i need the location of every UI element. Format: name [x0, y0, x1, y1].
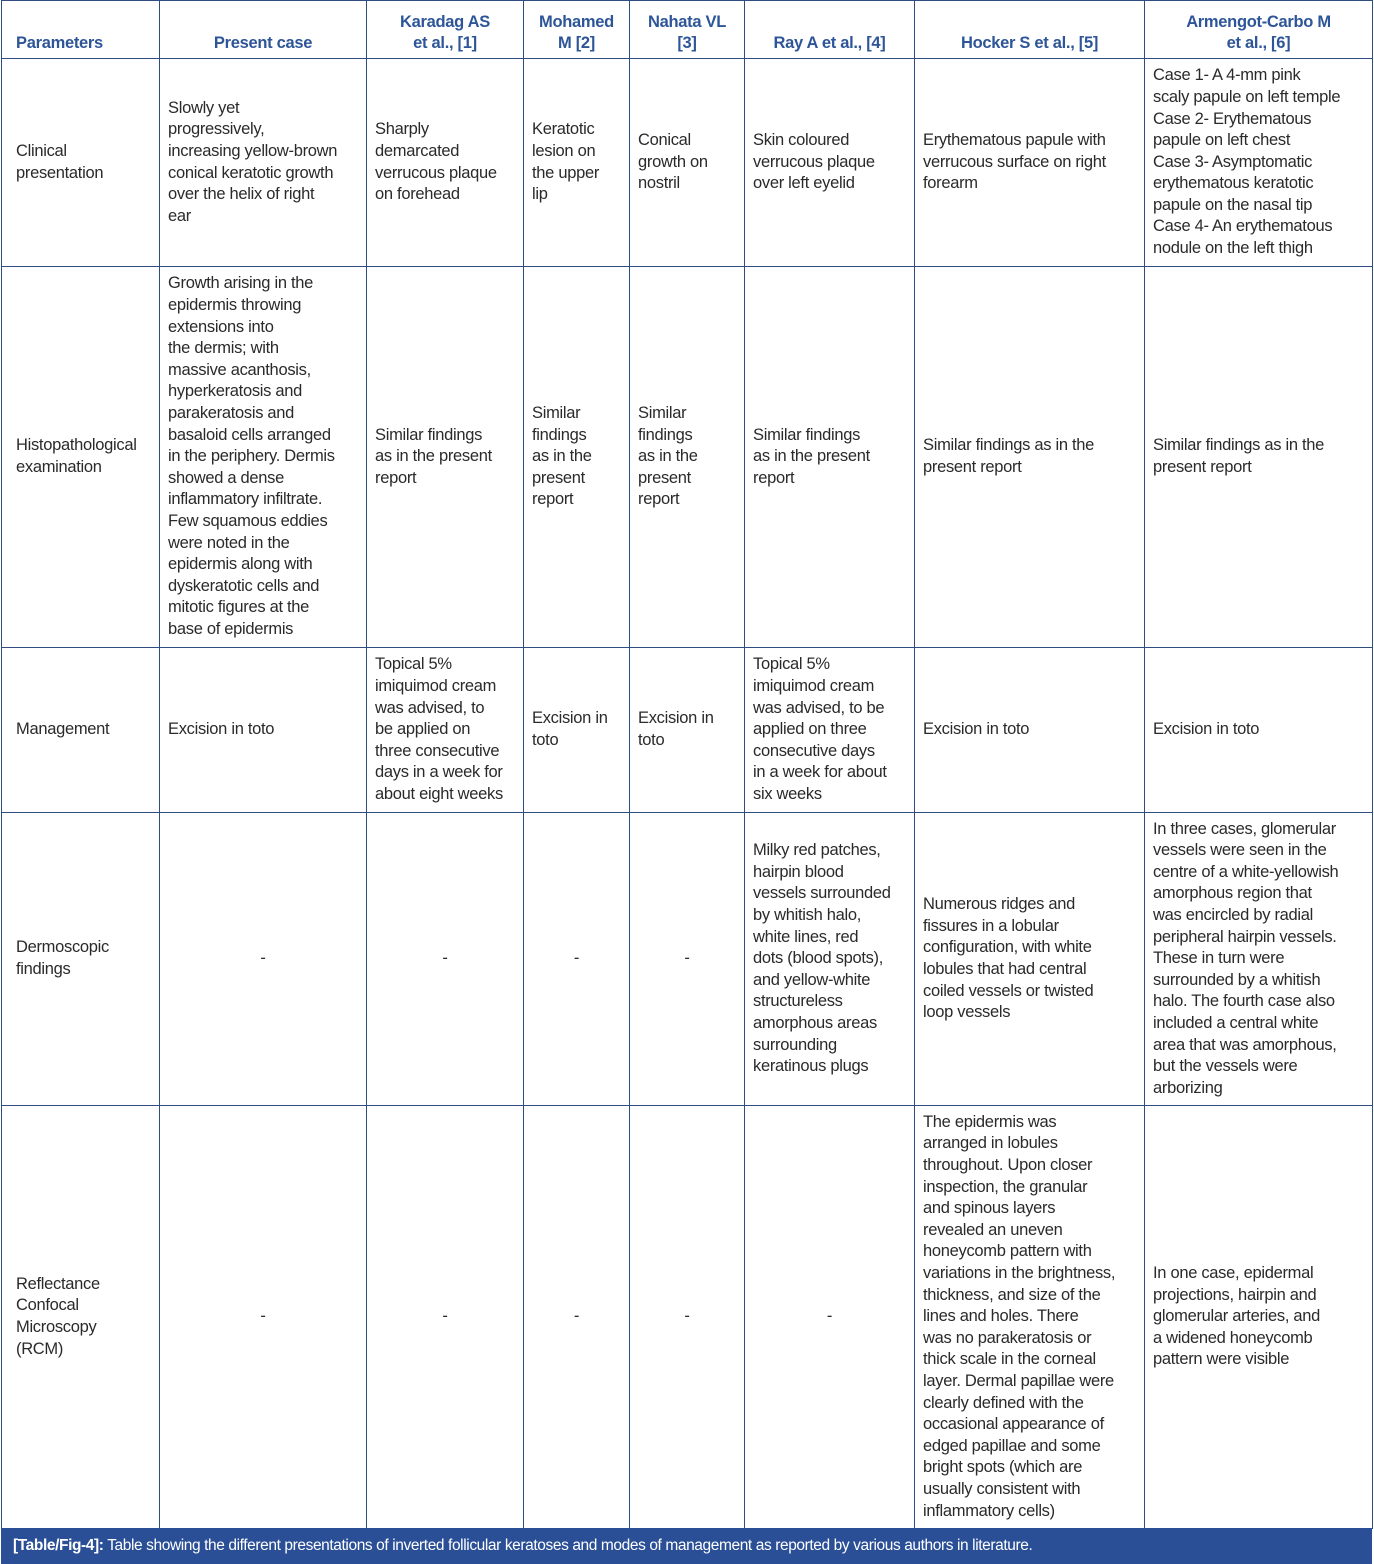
- caption-label: [Table/Fig-4]:: [13, 1537, 104, 1554]
- table-cell: The epidermis was arranged in lobules throughout. Upon closer inspection, the granular and spinous layers revealed an uneven honeycomb pattern with variations in the brightness, thickness, and size of the lines and holes. There was no parakeratosis or thick scale in the corneal layer. Dermal papillae were clearly defined with the occasional appearance of edged papillae and some bright spots (which are usually consistent with inflammatory cells): [915, 1106, 1145, 1529]
- table-cell: Conical growth on nostril: [630, 59, 745, 267]
- table-cell: Excision in toto: [1145, 648, 1373, 813]
- table-cell: Excision in toto: [160, 648, 367, 813]
- column-header: Mohamed M [2]: [524, 1, 630, 59]
- column-header: Hocker S et al., [5]: [915, 1, 1145, 59]
- row-parameter: Clinical presentation: [2, 59, 160, 267]
- table-cell: Excision in toto: [630, 648, 745, 813]
- table-row: [2, 59, 1373, 267]
- row-parameter: Histopathological examination: [2, 267, 160, 648]
- table-cell: Similar findings as in the present report: [630, 267, 745, 648]
- row-parameter: Dermoscopic findings: [2, 813, 160, 1106]
- column-header: Parameters: [2, 1, 160, 59]
- table-cell: Similar findings as in the present report: [915, 267, 1145, 648]
- table-cell: Similar findings as in the present report: [745, 267, 915, 648]
- table-cell: -: [524, 813, 630, 1106]
- caption-text: Table showing the different presentations of inverted follicular keratoses and modes of management as reported by various authors in literature.: [103, 1537, 1033, 1554]
- row-parameter: Management: [2, 648, 160, 813]
- table-cell: -: [745, 1106, 915, 1529]
- table-cell: Milky red patches, hairpin blood vessels surrounded by whitish halo, white lines, red dots (blood spots), and yellow-white structureless amorphous areas surrounding keratinous plugs: [745, 813, 915, 1106]
- table-cell: -: [630, 813, 745, 1106]
- table-cell: Growth arising in the epidermis throwing extensions into the dermis; with massive acanthosis, hyperkeratosis and parakeratosis and basaloid cells arranged in the periphery. Dermis showed a dense inflammatory infiltrate. Few squamous eddies were noted in the epidermis along with dyskeratotic cells and mitotic figures at the base of epidermis: [160, 267, 367, 648]
- table-cell: -: [630, 1106, 745, 1529]
- column-header: Nahata VL [3]: [630, 1, 745, 59]
- table-cell: In three cases, glomerular vessels were seen in the centre of a white-yellowish amorphous region that was encircled by radial peripheral hairpin vessels. These in turn were surrounded by a whitish halo. The fourth case also included a central white area that was amorphous, but the vessels were arborizing: [1145, 813, 1373, 1106]
- column-header: Karadag AS et al., [1]: [367, 1, 524, 59]
- table-cell: Similar findings as in the present report: [524, 267, 630, 648]
- table-cell: Excision in toto: [915, 648, 1145, 813]
- table-cell: Topical 5% imiquimod cream was advised, to be applied on three consecutive days in a week for about six weeks: [745, 648, 915, 813]
- table-cell: -: [524, 1106, 630, 1529]
- table-cell: Slowly yet progressively, increasing yellow-brown conical keratotic growth over the helix of right ear: [160, 59, 367, 267]
- table-cell: -: [367, 1106, 524, 1529]
- column-header: Armengot-Carbo M et al., [6]: [1145, 1, 1373, 59]
- row-parameter: Reflectance Confocal Microscopy (RCM): [2, 1106, 160, 1529]
- table-cell: Numerous ridges and fissures in a lobular configuration, with white lobules that had central coiled vessels or twisted loop vessels: [915, 813, 1145, 1106]
- table-cell: Skin coloured verrucous plaque over left eyelid: [745, 59, 915, 267]
- table-cell: -: [160, 813, 367, 1106]
- column-header: Present case: [160, 1, 367, 59]
- table-cell: Similar findings as in the present report: [1145, 267, 1373, 648]
- table-cell: Similar findings as in the present report: [367, 267, 524, 648]
- table-cell: Case 1- A 4-mm pink scaly papule on left temple Case 2- Erythematous papule on left chest Case 3- Asymptomatic erythematous keratotic papule on the nasal tip Case 4- An erythematous nodule on the left thigh: [1145, 59, 1373, 267]
- table-cell: Sharply demarcated verrucous plaque on forehead: [367, 59, 524, 267]
- table-row: [2, 648, 1373, 813]
- table-cell: Keratotic lesion on the upper lip: [524, 59, 630, 267]
- table-caption: [1, 1528, 1372, 1564]
- column-header: Ray A et al., [4]: [745, 1, 915, 59]
- table-cell: Erythematous papule with verrucous surface on right forearm: [915, 59, 1145, 267]
- table-cell: In one case, epidermal projections, hairpin and glomerular arteries, and a widened honeycomb pattern were visible: [1145, 1106, 1373, 1529]
- table-cell: -: [367, 813, 524, 1106]
- table-cell: Topical 5% imiquimod cream was advised, to be applied on three consecutive days in a week for about eight weeks: [367, 648, 524, 813]
- table-row: [2, 1106, 1373, 1529]
- table-cell: Excision in toto: [524, 648, 630, 813]
- table-header-row: [2, 1, 1373, 59]
- table-cell: -: [160, 1106, 367, 1529]
- comparison-table: [1, 0, 1373, 1529]
- table-row: [2, 267, 1373, 648]
- table-row: [2, 813, 1373, 1106]
